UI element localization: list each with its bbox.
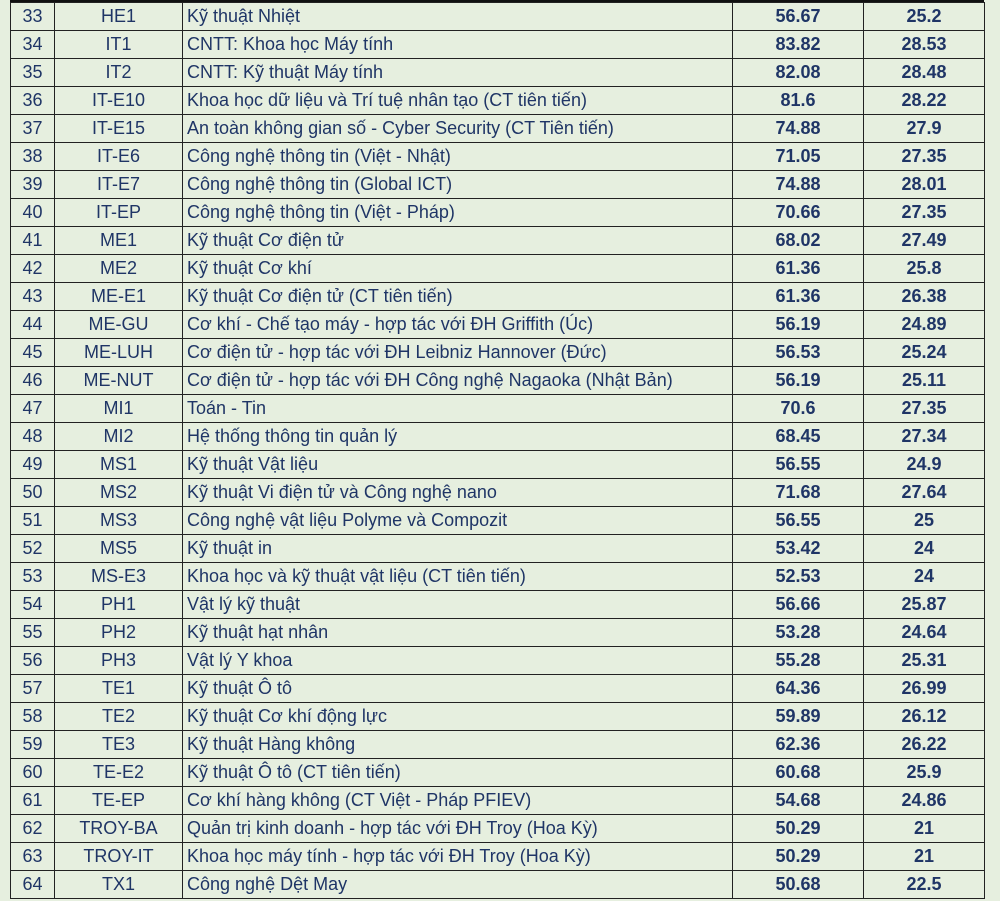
program-name-cell[interactable]: Kỹ thuật Vi điện tử và Công nghệ nano — [183, 479, 733, 507]
score-1-cell[interactable]: 74.88 — [733, 171, 864, 199]
score-1-cell[interactable]: 52.53 — [733, 563, 864, 591]
score-2-cell[interactable]: 27.64 — [864, 479, 985, 507]
program-name-cell[interactable]: Quản trị kinh doanh - hợp tác với ĐH Troy (Hoa Kỳ) — [183, 815, 733, 843]
score-1-cell[interactable]: 82.08 — [733, 59, 864, 87]
table-row — [11, 731, 985, 759]
program-name-cell[interactable]: Công nghệ thông tin (Việt - Nhật) — [183, 143, 733, 171]
program-code-cell[interactable]: MS3 — [55, 507, 183, 535]
score-2-cell[interactable]: 24 — [864, 535, 985, 563]
program-name-cell[interactable]: Toán - Tin — [183, 395, 733, 423]
score-2-cell[interactable]: 28.48 — [864, 59, 985, 87]
table-row — [11, 227, 985, 255]
row-number-cell[interactable]: 34 — [11, 31, 55, 59]
table-row — [11, 759, 985, 787]
program-name-cell[interactable]: Vật lý Y khoa — [183, 647, 733, 675]
program-code-cell[interactable]: TE3 — [55, 731, 183, 759]
row-number-cell[interactable]: 55 — [11, 619, 55, 647]
score-2-cell[interactable]: 27.35 — [864, 199, 985, 227]
row-number-cell[interactable]: 53 — [11, 563, 55, 591]
row-number-cell[interactable]: 44 — [11, 311, 55, 339]
program-code-cell[interactable]: PH3 — [55, 647, 183, 675]
score-1-cell[interactable]: 70.6 — [733, 395, 864, 423]
table-row — [11, 423, 985, 451]
row-number-cell[interactable]: 43 — [11, 283, 55, 311]
score-2-cell[interactable]: 27.35 — [864, 395, 985, 423]
table-row — [11, 115, 985, 143]
score-1-cell[interactable]: 54.68 — [733, 787, 864, 815]
table-row — [11, 283, 985, 311]
program-name-cell[interactable]: Vật lý kỹ thuật — [183, 591, 733, 619]
score-1-cell[interactable]: 81.6 — [733, 87, 864, 115]
score-2-cell[interactable]: 27.9 — [864, 115, 985, 143]
table-row — [11, 143, 985, 171]
table-row — [11, 675, 985, 703]
table-row — [11, 59, 985, 87]
program-name-cell[interactable]: Kỹ thuật Nhiệt — [183, 3, 733, 31]
score-2-cell[interactable]: 21 — [864, 815, 985, 843]
score-2-cell[interactable]: 25.9 — [864, 759, 985, 787]
program-code-cell[interactable]: TE-E2 — [55, 759, 183, 787]
table-row — [11, 479, 985, 507]
row-number-cell[interactable]: 49 — [11, 451, 55, 479]
score-2-cell[interactable]: 26.38 — [864, 283, 985, 311]
score-2-cell[interactable]: 26.99 — [864, 675, 985, 703]
program-name-cell[interactable]: Kỹ thuật Ô tô — [183, 675, 733, 703]
program-code-cell[interactable]: MS2 — [55, 479, 183, 507]
score-1-cell[interactable]: 56.66 — [733, 591, 864, 619]
program-name-cell[interactable]: Cơ khí hàng không (CT Việt - Pháp PFIEV) — [183, 787, 733, 815]
score-2-cell[interactable]: 24.9 — [864, 451, 985, 479]
score-1-cell[interactable]: 50.29 — [733, 815, 864, 843]
row-number-cell[interactable]: 57 — [11, 675, 55, 703]
score-1-cell[interactable]: 74.88 — [733, 115, 864, 143]
program-name-cell[interactable]: Kỹ thuật in — [183, 535, 733, 563]
program-code-cell[interactable]: PH2 — [55, 619, 183, 647]
program-name-cell[interactable]: Kỹ thuật Ô tô (CT tiên tiến) — [183, 759, 733, 787]
score-1-cell[interactable]: 56.55 — [733, 451, 864, 479]
program-name-cell[interactable]: Hệ thống thông tin quản lý — [183, 423, 733, 451]
program-code-cell[interactable]: MI2 — [55, 423, 183, 451]
program-name-cell[interactable]: Kỹ thuật Cơ khí — [183, 255, 733, 283]
score-2-cell[interactable]: 27.49 — [864, 227, 985, 255]
table-row — [11, 255, 985, 283]
score-1-cell[interactable]: 50.29 — [733, 843, 864, 871]
program-code-cell[interactable]: ME-E1 — [55, 283, 183, 311]
score-1-cell[interactable]: 55.28 — [733, 647, 864, 675]
score-2-cell[interactable]: 25.2 — [864, 3, 985, 31]
program-name-cell[interactable]: Công nghệ vật liệu Polyme và Compozit — [183, 507, 733, 535]
program-name-cell[interactable]: Khoa học máy tính - hợp tác với ĐH Troy (Hoa Kỳ) — [183, 843, 733, 871]
program-name-cell[interactable]: Kỹ thuật Cơ khí động lực — [183, 703, 733, 731]
admission-score-table — [10, 2, 985, 899]
program-name-cell[interactable]: Khoa học dữ liệu và Trí tuệ nhân tạo (CT tiên tiến) — [183, 87, 733, 115]
program-name-cell[interactable]: Công nghệ Dệt May — [183, 871, 733, 899]
table-row — [11, 3, 985, 31]
table-row — [11, 619, 985, 647]
program-name-cell[interactable]: Kỹ thuật Cơ điện tử — [183, 227, 733, 255]
program-code-cell[interactable]: TE1 — [55, 675, 183, 703]
row-number-cell[interactable]: 56 — [11, 647, 55, 675]
row-number-cell[interactable]: 60 — [11, 759, 55, 787]
row-number-cell[interactable]: 48 — [11, 423, 55, 451]
row-number-cell[interactable]: 45 — [11, 339, 55, 367]
score-2-cell[interactable]: 22.5 — [864, 871, 985, 899]
row-number-cell[interactable]: 33 — [11, 3, 55, 31]
table-row — [11, 367, 985, 395]
score-2-cell[interactable]: 27.34 — [864, 423, 985, 451]
program-code-cell[interactable]: IT-E10 — [55, 87, 183, 115]
score-1-cell[interactable]: 56.67 — [733, 3, 864, 31]
table-row — [11, 311, 985, 339]
score-2-cell[interactable]: 25.87 — [864, 591, 985, 619]
table-row — [11, 171, 985, 199]
program-code-cell[interactable]: MS5 — [55, 535, 183, 563]
row-number-cell[interactable]: 38 — [11, 143, 55, 171]
score-2-cell[interactable]: 28.53 — [864, 31, 985, 59]
spreadsheet — [10, 0, 984, 899]
program-name-cell[interactable]: Kỹ thuật Cơ điện tử (CT tiên tiến) — [183, 283, 733, 311]
score-1-cell[interactable]: 56.19 — [733, 311, 864, 339]
table-row — [11, 871, 985, 899]
program-code-cell[interactable]: IT-E7 — [55, 171, 183, 199]
program-code-cell[interactable]: IT2 — [55, 59, 183, 87]
score-1-cell[interactable]: 53.42 — [733, 535, 864, 563]
score-2-cell[interactable]: 28.22 — [864, 87, 985, 115]
score-2-cell[interactable]: 24.64 — [864, 619, 985, 647]
row-number-cell[interactable]: 42 — [11, 255, 55, 283]
program-code-cell[interactable]: TX1 — [55, 871, 183, 899]
table-row — [11, 87, 985, 115]
score-2-cell[interactable]: 26.22 — [864, 731, 985, 759]
table-row — [11, 787, 985, 815]
program-code-cell[interactable]: ME-GU — [55, 311, 183, 339]
table-row — [11, 843, 985, 871]
program-name-cell[interactable]: Kỹ thuật Hàng không — [183, 731, 733, 759]
row-number-cell[interactable]: 47 — [11, 395, 55, 423]
table-row — [11, 339, 985, 367]
score-2-cell[interactable]: 25.8 — [864, 255, 985, 283]
table-row — [11, 31, 985, 59]
score-1-cell[interactable]: 70.66 — [733, 199, 864, 227]
program-code-cell[interactable]: IT1 — [55, 31, 183, 59]
row-number-cell[interactable]: 62 — [11, 815, 55, 843]
table-row — [11, 199, 985, 227]
row-number-cell[interactable]: 64 — [11, 871, 55, 899]
row-number-cell[interactable]: 50 — [11, 479, 55, 507]
table-row — [11, 591, 985, 619]
program-code-cell[interactable]: IT-EP — [55, 199, 183, 227]
program-name-cell[interactable]: Công nghệ thông tin (Global ICT) — [183, 171, 733, 199]
score-2-cell[interactable]: 24.86 — [864, 787, 985, 815]
row-number-cell[interactable]: 40 — [11, 199, 55, 227]
program-code-cell[interactable]: MI1 — [55, 395, 183, 423]
row-number-cell[interactable]: 63 — [11, 843, 55, 871]
program-code-cell[interactable]: TE-EP — [55, 787, 183, 815]
score-2-cell[interactable]: 27.35 — [864, 143, 985, 171]
program-code-cell[interactable]: HE1 — [55, 3, 183, 31]
row-number-cell[interactable]: 37 — [11, 115, 55, 143]
row-number-cell[interactable]: 36 — [11, 87, 55, 115]
program-name-cell[interactable]: Kỹ thuật Vật liệu — [183, 451, 733, 479]
score-1-cell[interactable]: 50.68 — [733, 871, 864, 899]
score-1-cell[interactable]: 60.68 — [733, 759, 864, 787]
table-row — [11, 507, 985, 535]
score-2-cell[interactable]: 26.12 — [864, 703, 985, 731]
score-1-cell[interactable]: 62.36 — [733, 731, 864, 759]
score-1-cell[interactable]: 53.28 — [733, 619, 864, 647]
program-code-cell[interactable]: ME-LUH — [55, 339, 183, 367]
program-code-cell[interactable]: IT-E6 — [55, 143, 183, 171]
program-name-cell[interactable]: Cơ điện tử - hợp tác với ĐH Leibniz Hannover (Đức) — [183, 339, 733, 367]
table-row — [11, 563, 985, 591]
program-name-cell[interactable]: CNTT: Khoa học Máy tính — [183, 31, 733, 59]
program-name-cell[interactable]: Cơ điện tử - hợp tác với ĐH Công nghệ Nagaoka (Nhật Bản) — [183, 367, 733, 395]
score-2-cell[interactable]: 28.01 — [864, 171, 985, 199]
program-code-cell[interactable]: ME2 — [55, 255, 183, 283]
program-name-cell[interactable]: Công nghệ thông tin (Việt - Pháp) — [183, 199, 733, 227]
row-number-cell[interactable]: 59 — [11, 731, 55, 759]
score-1-cell[interactable]: 59.89 — [733, 703, 864, 731]
table-row — [11, 451, 985, 479]
score-2-cell[interactable]: 21 — [864, 843, 985, 871]
program-name-cell[interactable]: Khoa học và kỹ thuật vật liệu (CT tiên tiến) — [183, 563, 733, 591]
score-1-cell[interactable]: 68.45 — [733, 423, 864, 451]
row-number-cell[interactable]: 35 — [11, 59, 55, 87]
program-code-cell[interactable]: IT-E15 — [55, 115, 183, 143]
program-name-cell[interactable]: CNTT: Kỹ thuật Máy tính — [183, 59, 733, 87]
table-row — [11, 395, 985, 423]
score-2-cell[interactable]: 24 — [864, 563, 985, 591]
row-number-cell[interactable]: 46 — [11, 367, 55, 395]
table-body — [11, 3, 985, 899]
score-1-cell[interactable]: 68.02 — [733, 227, 864, 255]
score-2-cell[interactable]: 24.89 — [864, 311, 985, 339]
score-1-cell[interactable]: 61.36 — [733, 283, 864, 311]
program-code-cell[interactable]: TROY-BA — [55, 815, 183, 843]
program-code-cell[interactable]: PH1 — [55, 591, 183, 619]
program-name-cell[interactable]: Cơ khí - Chế tạo máy - hợp tác với ĐH Griffith (Úc) — [183, 311, 733, 339]
score-1-cell[interactable]: 61.36 — [733, 255, 864, 283]
program-code-cell[interactable]: ME-NUT — [55, 367, 183, 395]
row-number-cell[interactable]: 51 — [11, 507, 55, 535]
program-code-cell[interactable]: TE2 — [55, 703, 183, 731]
row-number-cell[interactable]: 41 — [11, 227, 55, 255]
program-code-cell[interactable]: TROY-IT — [55, 843, 183, 871]
program-code-cell[interactable]: MS-E3 — [55, 563, 183, 591]
program-name-cell[interactable]: An toàn không gian số - Cyber Security (CT Tiên tiến) — [183, 115, 733, 143]
score-1-cell[interactable]: 71.68 — [733, 479, 864, 507]
score-1-cell[interactable]: 56.55 — [733, 507, 864, 535]
score-2-cell[interactable]: 25 — [864, 507, 985, 535]
program-code-cell[interactable]: ME1 — [55, 227, 183, 255]
score-2-cell[interactable]: 25.11 — [864, 367, 985, 395]
table-row — [11, 535, 985, 563]
row-number-cell[interactable]: 39 — [11, 171, 55, 199]
score-1-cell[interactable]: 71.05 — [733, 143, 864, 171]
row-number-cell[interactable]: 54 — [11, 591, 55, 619]
score-1-cell[interactable]: 56.53 — [733, 339, 864, 367]
row-number-cell[interactable]: 61 — [11, 787, 55, 815]
row-number-cell[interactable]: 58 — [11, 703, 55, 731]
table-row — [11, 647, 985, 675]
program-code-cell[interactable]: MS1 — [55, 451, 183, 479]
score-2-cell[interactable]: 25.24 — [864, 339, 985, 367]
score-1-cell[interactable]: 83.82 — [733, 31, 864, 59]
score-1-cell[interactable]: 64.36 — [733, 675, 864, 703]
score-1-cell[interactable]: 56.19 — [733, 367, 864, 395]
program-name-cell[interactable]: Kỹ thuật hạt nhân — [183, 619, 733, 647]
table-row — [11, 815, 985, 843]
table-row — [11, 703, 985, 731]
score-2-cell[interactable]: 25.31 — [864, 647, 985, 675]
row-number-cell[interactable]: 52 — [11, 535, 55, 563]
